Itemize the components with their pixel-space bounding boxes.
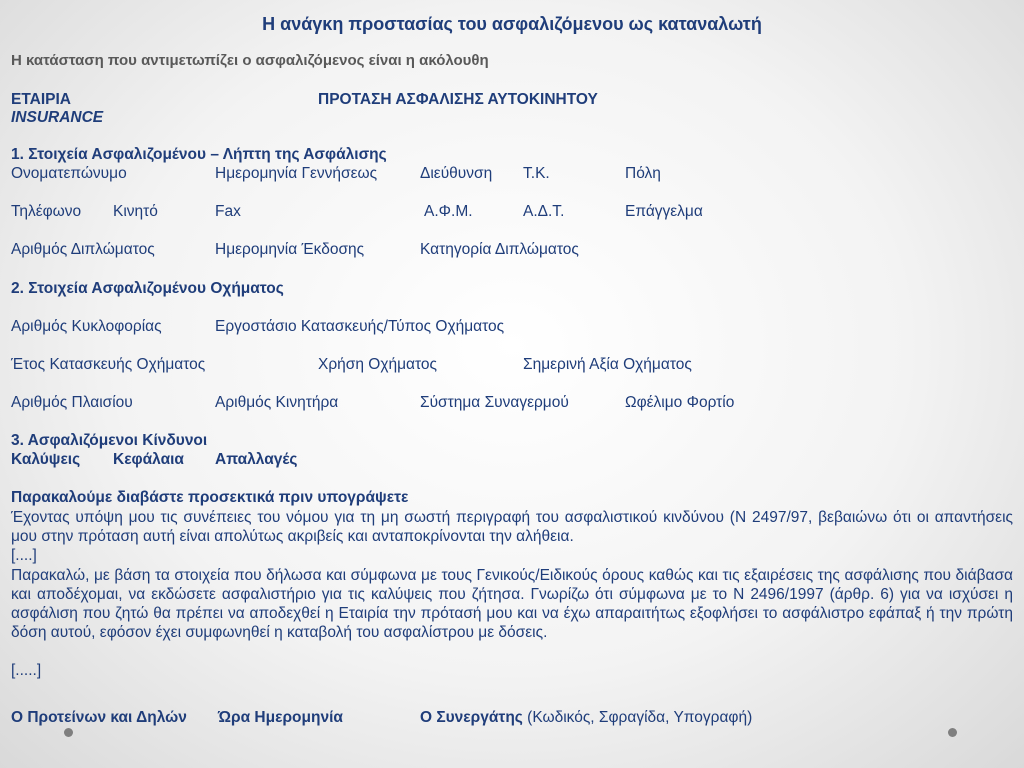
field-birthdate: Ημερομηνία Γεννήσεως: [215, 165, 378, 182]
decorative-dot-left: [64, 728, 73, 737]
notice-paragraph-2: Παρακαλώ, με βάση τα στοιχεία που δήλωσα και σύμφωνα με τους Γενικούς/Ειδικούς όρους καθώς και τις εξαιρέσεις της ασφάλισης που διάβασα και αποδέχομαι, να εκδώσετε ασφαλιστήριο για τις καλύψεις που ζήτησα. Γνωρίζω ότι σύμφωνα με το Ν 2496/1997 (άρθρ. 6) για να ισχύσει η ασφάλιση που ζητώ θα πρέπει να αποδεχθεί η Εταιρία την πρότασή μου και να έχω απαραιτήτως εξοφλήσει το ασφάλιστρο εφάπαξ ή την πρώτη δόση αυτού, εφόσον έχει συμφωνηθεί η καταβολή του ασφαλίστρου με δόσεις.: [11, 567, 1013, 641]
section2-heading: 2. Στοιχεία Ασφαλιζομένου Οχήματος: [11, 280, 284, 297]
field-phone: Τηλέφωνο: [11, 203, 82, 220]
page-title: Η ανάγκη προστασίας του ασφαλιζόμενου ως καταναλωτή: [262, 14, 762, 34]
field-plate-number: Αριθμός Κυκλοφορίας: [11, 318, 162, 335]
notice-ellipsis-2: [.....]: [11, 662, 42, 679]
section3-heading: 3. Ασφαλιζόμενοι Κίνδυνοι: [11, 432, 208, 449]
field-manufacture-year: Έτος Κατασκευής Οχήματος: [11, 356, 206, 373]
field-fax: Fax: [215, 203, 241, 220]
insurance-label: INSURANCE: [11, 109, 104, 126]
proposal-title: ΠΡΟΤΑΣΗ ΑΣΦΑΛΙΣΗΣ ΑΥΤΟΚΙΝΗΤΟΥ: [318, 91, 598, 108]
signature-time-date: Ώρα Ημερομηνία: [218, 709, 343, 726]
field-profession: Επάγγελμα: [625, 203, 703, 220]
field-tax-id: Α.Φ.Μ.: [424, 203, 473, 220]
field-license-category: Κατηγορία Διπλώματος: [420, 241, 579, 258]
field-manufacturer-type: Εργοστάσιο Κατασκευής/Τύπος Οχήματος: [215, 318, 505, 335]
page-subtitle: Η κατάσταση που αντιμετωπίζει ο ασφαλιζόμενος είναι η ακόλουθη: [11, 52, 489, 69]
column-deductibles: Απαλλαγές: [215, 451, 298, 468]
signature-proposer: Ο Προτείνων και Δηλών: [11, 709, 187, 726]
partner-label: Ο Συνεργάτης: [420, 709, 523, 726]
column-capital: Κεφάλαια: [113, 451, 184, 468]
section1-heading: 1. Στοιχεία Ασφαλιζομένου – Λήπτη της Ασφάλισης: [11, 146, 387, 163]
decorative-dot-right: [948, 728, 957, 737]
field-chassis-number: Αριθμός Πλαισίου: [11, 394, 133, 411]
field-city: Πόλη: [625, 165, 661, 182]
field-engine-number: Αριθμός Κινητήρα: [215, 394, 339, 411]
field-mobile: Κινητό: [113, 203, 158, 220]
field-payload: Ωφέλιμο Φορτίο: [625, 394, 735, 411]
field-id-card: Α.Δ.Τ.: [523, 203, 565, 220]
notice-heading: Παρακαλούμε διαβάστε προσεκτικά πριν υπογράψετε: [11, 489, 409, 506]
notice-ellipsis-1: [....]: [11, 547, 37, 564]
field-issue-date: Ημερομηνία Έκδοσης: [215, 241, 365, 258]
field-vehicle-use: Χρήση Οχήματος: [318, 356, 437, 373]
column-coverages: Καλύψεις: [11, 451, 81, 468]
signature-partner: [420, 709, 752, 727]
field-fullname: Ονοματεπώνυμο: [11, 165, 127, 182]
field-current-value: Σημερινή Αξία Οχήματος: [523, 356, 692, 373]
field-license-number: Αριθμός Διπλώματος: [11, 241, 155, 258]
notice-paragraph-1: Έχοντας υπόψη μου τις συνέπειες του νόμου για τη μη σωστή περιγραφή του ασφαλιστικού κινδύνου (Ν 2497/97, βεβαιώνω ότι οι απαντήσεις μου στην πρόταση αυτή είναι απολύτως ακριβείς και ανταποκρίνονται την αλήθεια.: [11, 509, 1013, 545]
partner-note: (Κωδικός, Σφραγίδα, Υπογραφή): [527, 709, 753, 726]
field-postcode: Τ.Κ.: [523, 165, 550, 182]
field-alarm-system: Σύστημα Συναγερμού: [420, 394, 569, 411]
field-address: Διεύθυνση: [420, 165, 493, 182]
company-label: ΕΤΑΙΡΙΑ: [11, 91, 71, 108]
